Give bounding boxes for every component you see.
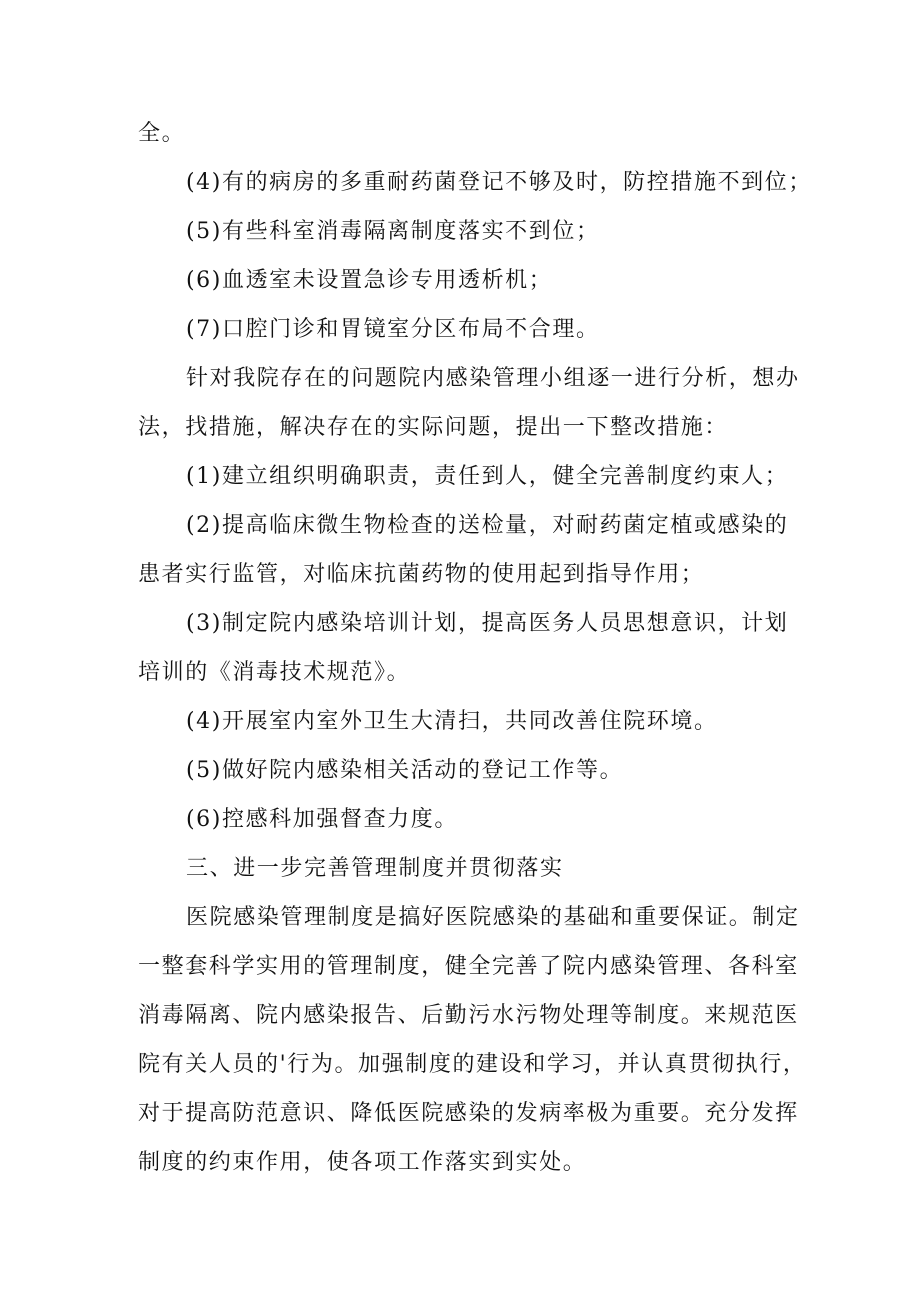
section-heading-3: 三、进一步完善管理制度并贯彻落实 (186, 856, 564, 881)
system-paragraph-line-4: 院有关人员的'行为。加强制度的建设和学习，并认真贯彻执行， (138, 1052, 807, 1077)
problem-item-4: (4)有的病房的多重耐药菌登记不够及时，防控措施不到位； (186, 170, 812, 195)
measure-item-3-line-1: (3)制定院内感染培训计划，提高医务人员思想意识，计划 (186, 611, 789, 636)
measure-item-6: (6)控感科加强督查力度。 (186, 807, 458, 832)
problem-item-7: (7)口腔门诊和胃镜室分区布局不合理。 (186, 317, 600, 342)
system-paragraph-line-2: 一整套科学实用的管理制度，健全完善了院内感染管理、各科室 (138, 954, 799, 979)
analysis-paragraph-line-2: 法，找措施，解决存在的实际问题，提出一下整改措施： (138, 415, 729, 440)
measure-item-2-line-2: 患者实行监管，对临床抗菌药物的使用起到指导作用； (138, 562, 705, 587)
system-paragraph-line-3: 消毒隔离、院内感染报告、后勤污水污物处理等制度。来规范医 (138, 1003, 799, 1028)
measure-item-4: (4)开展室内室外卫生大清扫，共同改善住院环境。 (186, 709, 718, 734)
measure-item-3-line-2: 培训的《消毒技术规范》。 (138, 660, 411, 685)
measure-item-5: (5)做好院内感染相关活动的登记工作等。 (186, 758, 624, 783)
system-paragraph-line-1: 医院感染管理制度是搞好医院感染的基础和重要保证。制定 (186, 905, 800, 930)
problem-item-6: (6)血透室未设置急诊专用透析机； (186, 268, 553, 293)
measure-item-2-line-1: (2)提高临床微生物检查的送检量，对耐药菌定植或感染的 (186, 513, 789, 538)
analysis-paragraph-line-1: 针对我院存在的问题院内感染管理小组逐一进行分析，想办 (186, 366, 800, 391)
text-line-1: 全。 (138, 121, 186, 146)
system-paragraph-line-6: 制度的约束作用，使各项工作落实到实处。 (138, 1150, 587, 1175)
measure-item-1: (1)建立组织明确职责，责任到人，健全完善制度约束人； (186, 464, 789, 489)
problem-item-5: (5)有些科室消毒隔离制度落实不到位； (186, 219, 600, 244)
system-paragraph-line-5: 对于提高防范意识、降低医院感染的发病率极为重要。充分发挥 (138, 1101, 799, 1126)
